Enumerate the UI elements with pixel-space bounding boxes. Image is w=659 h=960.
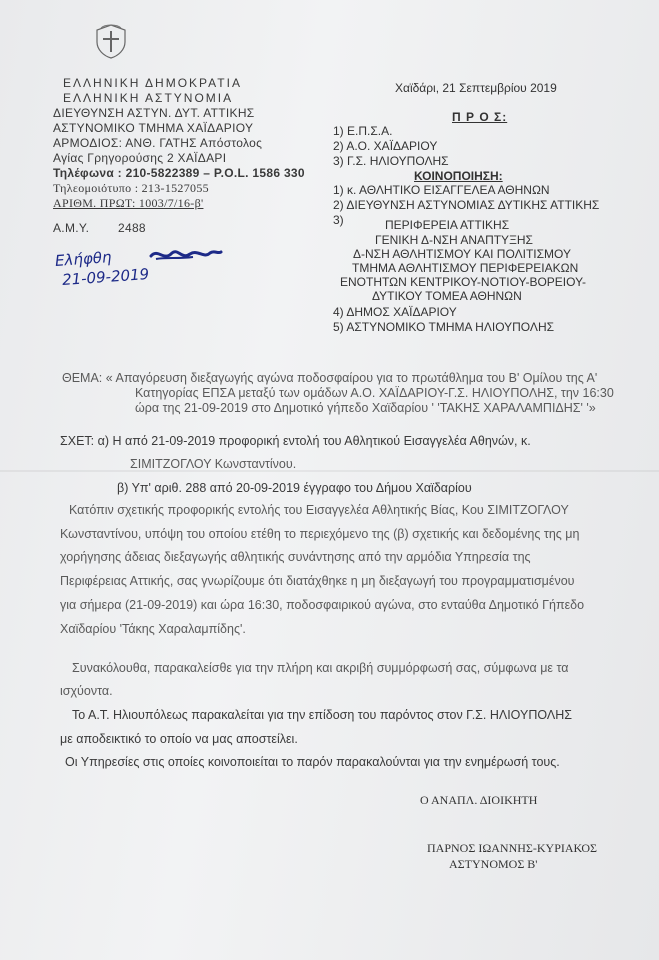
cc-item3-line: ΔΥΤΙΚΟΥ ΤΟΜΕΑ ΑΘΗΝΩΝ: [372, 289, 522, 303]
subject-line: Κατηγορίας ΕΠΣΑ μεταξύ των ομάδων Α.Ο. ΧΑΪΔΑΡΙΟΥ-Γ.Σ. ΗΛΙΟΥΠΟΛΗΣ, την 16:30: [135, 386, 614, 400]
body-line: χορήγησης άδειας διεξαγωγής αθλητικής συνάντησης από την αρμόδια Υπηρεσία της: [60, 550, 531, 564]
amy-label: Α.Μ.Υ.: [53, 221, 90, 235]
place-date: Χαϊδάρι, 21 Σεπτεμβρίου 2019: [395, 81, 557, 95]
reference-line: ΣΙΜΙΤΖΟΓΛΟΥ Κωνσταντίνου.: [130, 457, 297, 471]
body-line: για σήμερα (21-09-2019) και ώρα 16:30, ποδοσφαιρικού αγώνα, στο ενταύθα Δημοτικό Γήπεδο: [60, 598, 585, 612]
cc-item: 1) κ. ΑΘΛΗΤΙΚΟ ΕΙΣΑΓΓΕΛΕΑ ΑΘΗΝΩΝ: [333, 183, 550, 197]
header-fax: Τηλεομοιότυπο : 213-1527055: [53, 181, 209, 195]
body-line: Κωνσταντίνου, υπόψη του οποίου ετέθη το περιεχόμενο της (β) σχετικής και δεδομένης της μη: [60, 527, 580, 541]
signature-title: Ο ΑΝΑΠΛ. ΔΙΟΙΚΗΤΗ: [420, 793, 538, 807]
header-line-department: ΑΣΤΥΝΟΜΙΚΟ ΤΜΗΜΑ ΧΑΪΔΑΡΙΟΥ: [53, 121, 254, 135]
cc-item: 5) ΑΣΤΥΝΟΜΙΚΟ ΤΜΗΜΑ ΗΛΙΟΥΠΟΛΗΣ: [333, 320, 555, 334]
amy-value: 2488: [118, 221, 146, 235]
ink-scribble-icon: [148, 244, 223, 266]
recipient-item: 2) Α.Ο. ΧΑΪΔΑΡΙΟΥ: [333, 139, 438, 153]
header-line-directorate: ΔΙΕΥΘΥΝΣΗ ΑΣΤΥΝ. ΔΥΤ. ΑΤΤΙΚΗΣ: [53, 106, 255, 120]
cc-item: 4) ΔΗΜΟΣ ΧΑΪΔΑΡΙΟΥ: [333, 305, 457, 319]
handwritten-received-date: 21-09-2019: [61, 264, 150, 290]
handwritten-received-note: Ελήφθη: [54, 248, 113, 270]
cc-item3-line: ΕΝΟΤΗΤΩΝ ΚΕΝΤΡΙΚΟΥ-ΝΟΤΙΟΥ-ΒΟΡΕΙΟΥ-: [340, 275, 586, 289]
body-line: ισχύοντα.: [60, 684, 113, 698]
body-line: Κατόπιν σχετικής προφορικής εντολής του Εισαγγελέα Αθλητικής Βίας, Κου ΣΙΜΙΤΖΟΓΛΟΥ: [69, 503, 569, 517]
body-line: Χαϊδαρίου 'Τάκης Χαραλαμπίδης'.: [60, 622, 246, 636]
cc-item3-line: ΠΕΡΙΦΕΡΕΙΑ ΑΤΤΙΚΗΣ: [385, 218, 510, 232]
subject-line: ΘΕΜΑ: « Απαγόρευση διεξαγωγής αγώνα ποδοσφαίρου για το πρωτάθλημα του Β' Ομίλου της Α': [62, 371, 598, 385]
header-line-republic: ΕΛΛΗΝΙΚΗ ΔΗΜΟΚΡΑΤΙΑ: [63, 76, 242, 90]
signature-name: ΠΑΡΝΟΣ ΙΩΑΝΝΗΣ-ΚΥΡΙΑΚΟΣ: [427, 841, 598, 855]
header-line-police: ΕΛΛΗΝΙΚΗ ΑΣΤΥΝΟΜΙΑ: [63, 91, 234, 105]
reference-line: ΣΧΕΤ: α) Η από 21-09-2019 προφορική εντολή του Αθλητικού Εισαγγελέα Αθηνών, κ.: [60, 434, 531, 448]
cc-item-number: 3): [333, 213, 344, 227]
recipients-title: Π Ρ Ο Σ:: [452, 110, 508, 124]
reference-line: β) Υπ' αριθ. 288 από 20-09-2019 έγγραφο του Δήμου Χαϊδαρίου: [117, 481, 472, 495]
body-line: με αποδεικτικό το οποίο να μας αποστείλει.: [60, 732, 298, 746]
recipient-item: 1) Ε.Π.Σ.Α.: [333, 124, 393, 138]
body-line: Συνακόλουθα, παρακαλείσθε για την πλήρη και ακριβή συμμόρφωσή σας, σύμφωνα με τα: [72, 661, 569, 675]
signature-rank: ΑΣΤΥΝΟΜΟΣ Β': [449, 857, 538, 871]
header-line-officer: ΑΡΜΟΔΙΟΣ: ΑΝΘ. ΓΑΤΗΣ Απόστολος: [53, 136, 263, 150]
cc-item: 2) ΔΙΕΥΘΥΝΣΗ ΑΣΤΥΝΟΜΙΑΣ ΔΥΤΙΚΗΣ ΑΤΤΙΚΗΣ: [333, 198, 600, 212]
cc-item3-line: ΤΜΗΜΑ ΑΘΛΗΤΙΣΜΟΥ ΠΕΡΙΦΕΡΕΙΑΚΩΝ: [352, 261, 579, 275]
cc-title: ΚΟΙΝΟΠΟΙΗΣΗ:: [414, 169, 503, 183]
body-line: Το Α.Τ. Ηλιουπόλεως παρακαλείται για την επίδοση του παρόντος στον Γ.Σ. ΗΛΙΟΥΠΟΛΗΣ: [72, 708, 572, 722]
header-phone: Τηλέφωνα : 210-5822389 – P.O.L. 1586 330: [53, 166, 305, 180]
body-line: Περιφέρειας Αττικής, σας γνωρίζουμε ότι διατάχθηκε η μη διεξαγωγή του προγραμματισμένου: [60, 574, 575, 588]
greek-emblem-icon: [92, 22, 130, 60]
subject-line: ώρα της 21-09-2019 στο Δημοτικό γήπεδο Χαϊδαρίου ' 'ΤΑΚΗΣ ΧΑΡΑΛΑΜΠΙΔΗΣ' '»: [135, 401, 596, 415]
recipient-item: 3) Γ.Σ. ΗΛΙΟΥΠΟΛΗΣ: [333, 154, 449, 168]
cc-item3-line: ΓΕΝΙΚΗ Δ-ΝΣΗ ΑΝΑΠΤΥΞΗΣ: [375, 233, 533, 247]
body-line: Οι Υπηρεσίες στις οποίες κοινοποιείται το παρόν παρακαλούνται για την ενημέρωσή τους.: [65, 755, 560, 769]
header-line-address: Αγίας Γρηγορούσης 2 ΧΑΪΔΑΡΙ: [53, 151, 227, 165]
header-protocol-number: ΑΡΙΘΜ. ΠΡΩΤ: 1003/7/16-β': [53, 196, 204, 210]
cc-item3-line: Δ-ΝΣΗ ΑΘΛΗΤΙΣΜΟΥ ΚΑΙ ΠΟΛΙΤΙΣΜΟΥ: [353, 247, 571, 261]
paper-fold: [0, 470, 659, 472]
